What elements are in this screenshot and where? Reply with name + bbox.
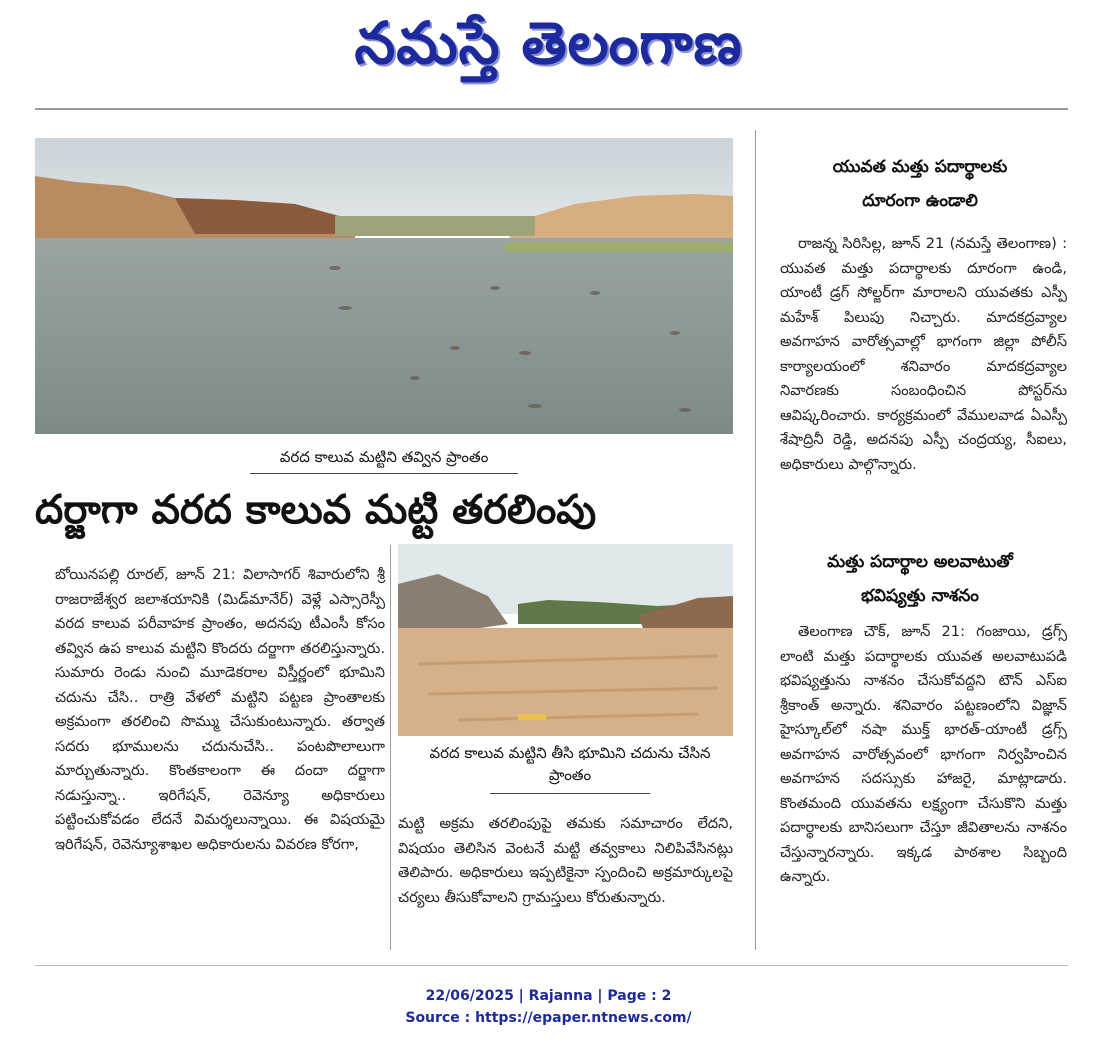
column-divider-right: [755, 130, 756, 950]
side-story1-headline: [770, 150, 1070, 218]
newspaper-logo: నమస్తే తెలంగాణ: [354, 9, 743, 77]
main-story-body-col2: మట్టి అక్రమ తరలింపుపై తమకు సమాచారం లేదని, విషయం తెలిసిన వెంటనే మట్టి తవ్వకాలు నిలిపివేసినట్లు తెలిపారు. అధికారులు ఇప్పటికైనా స్పందించి అక్రమార్కులపై చర్యలు తీసుకోవాలని గ్రామస్తులు కోరుతున్నారు.: [398, 815, 733, 906]
photo-flooded-canal: [35, 138, 733, 434]
side-story2-headline: [770, 545, 1070, 613]
main-headline: దర్జాగా వరద కాలువ మట్టి తరలింపు: [35, 487, 597, 533]
masthead-divider: [35, 108, 1068, 110]
side-story1-body: రాజన్న సిరిసిల్ల, జూన్ 21 (నమస్తే తెలంగాణ) : యువత మత్తు పదార్థాలకు దూరంగా ఉండి, యాంటీ డ్రగ్ సోల్జర్‌గా మారాలని యువతకు ఎస్పీ మహేశ్ పిలుపు నిచ్చారు. మాదకద్రవ్యాల అవగాహన వారోత్సవాల్లో భాగంగా జిల్లా పోలీస్ కార్యాలయంలో శనివారం మాదకద్రవ్యాల నివారణకు సంబంధించిన పోస్టర్‌ను ఆవిష్కరించారు. కార్యక్రమంలో వేములవాడ ఏఎస్పీ శేషాద్రినీ రెడ్డి, అదనపు ఎస్పీ చంద్రయ్య, సీఐలు, అధికారులు పాల్గొన్నారు.: [780, 235, 1067, 473]
side-story2-headline-line2: భవిష్యత్తు నాశనం: [861, 586, 979, 606]
side-story1-headline-line2: దూరంగా ఉండాలి: [862, 191, 978, 211]
photo1-caption: [250, 446, 518, 468]
photo2-caption-underline: [490, 793, 650, 794]
main-story-body-col1: బోయినపల్లి రూరల్, జూన్ 21: విలాసాగర్ శివారులోని శ్రీ రాజరాజేశ్వర జలాశయానికి (మిడ్‌మానేర్) వెళ్లే ఎస్సారెస్పీ వరద కాలువ పరీవాహక ప్రాంతం, అదనపు టీఎంసీ కోసం తవ్విన ఉప కాలువ మట్టిని కొందరు దర్జాగా తరలిస్తున్నారు. సుమారు రెండు నుంచి మూడెకరాల విస్తీర్ణంలో భూమిని చదును చేసి.. రాత్రి వేళలో మట్టిని పట్టణ ప్రాంతాలకు అక్రమంగా తరలించి సొమ్ము చేసుకుంటున్నారు. తర్వాత సదరు భూములను చదునుచేసి.. పంటపొలాలుగా మార్చుతున్నారు. కొంతకాలంగా ఈ దందా దర్జాగా నడుస్తున్నా.. ఇరిగేషన్, రెవెన్యూ అధికారులు పట్టించుకోవడం లేదనే విమర్శలున్నాయి. ఈ విషయమై ఇరిగేషన్, రెవెన్యూశాఖల అధికారులను వివరణ కోరగా,: [55, 566, 385, 853]
photo2-caption: [420, 742, 720, 786]
footer-divider: [35, 965, 1068, 966]
footer-source: Source : https://epaper.ntnews.com/: [405, 1010, 692, 1026]
masthead: [0, 0, 1097, 100]
column-divider-left: [390, 545, 391, 950]
footer-date-edition: 22/06/2025 | Rajanna | Page : 2: [425, 988, 672, 1004]
photo1-caption-text: వరద కాలువ మట్టిని తవ్విన ప్రాంతం: [279, 448, 489, 466]
side-story2-headline-line1: మత్తు పదార్థాల అలవాటుతో: [827, 552, 1013, 572]
caption-underline: [250, 473, 518, 474]
photo-leveled-land: [398, 544, 733, 736]
side-story2-body: తెలంగాణ చౌక్, జూన్ 21: గంజాయి, డ్రగ్స్ లాంటి మత్తు పదార్థాలకు యువత అలవాటుపడి భవిష్యత్తును నాశనం చేసుకోవద్దని టౌన్ ఎస్ఐ శ్రీకాంత్ అన్నారు. శనివారం పట్టణంలోని విజ్ఞాన్ హైస్కూల్‌లో నషా ముక్త్ భారత్-యాంటీ డ్రగ్స్ అవగాహన వారోత్సవంలో భాగంగా నిర్వహించిన అవగాహన సదస్సుకు హాజరై, మాట్లాడారు. కొంతమంది యువతను లక్ష్యంగా చేసుకొని మత్తు పదార్థాలకు బానిసలుగా చేస్తూ జీవితాలను నాశనం చేస్తున్నారన్నారు. ఇక్కడ పాఠశాల సిబ్బంది ఉన్నారు.: [780, 623, 1067, 885]
photo2-caption-text: వరద కాలువ మట్టిని తీసి భూమిని చదును చేసిన ప్రాంతం: [429, 744, 711, 784]
side-story1-headline-line1: యువత మత్తు పదార్థాలకు: [832, 157, 1008, 177]
